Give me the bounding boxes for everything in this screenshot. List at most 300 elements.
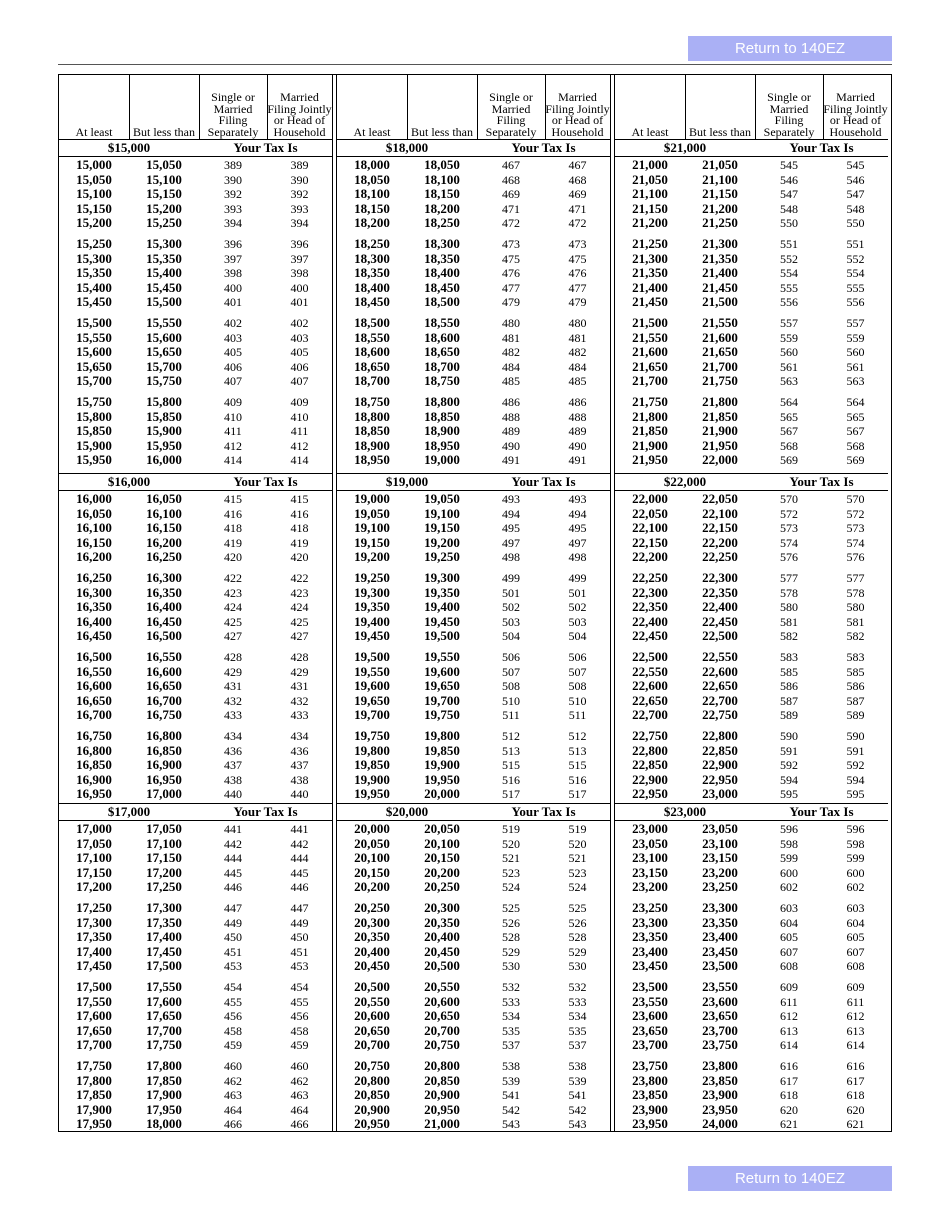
table-row <box>615 1059 888 1073</box>
at-least-cell: 20,550 <box>354 993 390 1009</box>
but-less-than-cell: 19,900 <box>424 757 460 773</box>
but-less-than-cell: 16,200 <box>146 534 182 550</box>
at-least-cell: 17,500 <box>76 979 112 994</box>
but-less-than-cell: 23,000 <box>702 786 738 802</box>
single-tax-cell: 586 <box>780 679 798 694</box>
but-less-than-cell: 22,650 <box>702 678 738 694</box>
table-row <box>59 395 332 409</box>
but-less-than-cell: 17,500 <box>146 958 182 974</box>
at-least-cell: 21,050 <box>632 171 668 187</box>
table-row <box>615 1088 888 1102</box>
joint-tax-cell: 493 <box>568 492 587 506</box>
table-row <box>337 281 610 295</box>
at-least-cell: 21,600 <box>632 344 668 360</box>
at-least-cell: 15,200 <box>76 215 112 231</box>
table-row <box>337 216 610 230</box>
table-row <box>337 374 610 388</box>
joint-tax-cell: 605 <box>846 930 865 945</box>
joint-tax-cell: 557 <box>846 316 865 330</box>
at-least-cell: 17,400 <box>76 943 112 959</box>
at-least-cell: 21,750 <box>632 394 668 409</box>
at-least-cell: 15,750 <box>76 394 112 409</box>
at-least-cell: 18,150 <box>354 200 390 216</box>
joint-tax-cell: 581 <box>846 614 865 629</box>
at-least-cell: 15,300 <box>76 250 112 266</box>
table-row <box>59 729 332 743</box>
joint-tax-cell: 389 <box>290 158 309 172</box>
but-less-than-cell: 22,550 <box>702 649 738 664</box>
single-tax-cell: 573 <box>780 521 798 536</box>
table-row <box>337 1074 610 1088</box>
at-least-cell: 19,050 <box>354 505 390 521</box>
single-tax-cell: 418 <box>224 521 242 536</box>
table-row <box>615 758 888 772</box>
table-row <box>59 880 332 894</box>
header-column-divider <box>129 75 130 139</box>
table-row <box>59 650 332 664</box>
single-tax-cell: 529 <box>502 944 520 959</box>
at-least-cell: 19,100 <box>354 520 390 536</box>
but-less-than-cell: 16,900 <box>146 757 182 773</box>
table-row <box>59 1074 332 1088</box>
at-least-cell: 18,050 <box>354 171 390 187</box>
joint-tax-cell: 482 <box>568 345 587 360</box>
but-less-than-cell: 22,300 <box>702 570 738 585</box>
table-row <box>337 521 610 535</box>
but-less-than-cell: 20,400 <box>424 929 460 945</box>
return-to-140ez-button-bottom[interactable]: Return to 140EZ <box>688 1166 892 1191</box>
single-tax-cell: 434 <box>224 729 242 743</box>
at-least-cell: 17,850 <box>76 1087 112 1103</box>
but-less-than-cell: 21,650 <box>702 344 738 360</box>
table-row <box>337 316 610 330</box>
table-row <box>59 1088 332 1102</box>
joint-tax-cell: 480 <box>568 316 587 330</box>
table-row <box>59 665 332 679</box>
joint-tax-cell: 578 <box>846 585 865 600</box>
but-less-than-cell: 15,750 <box>146 373 182 389</box>
table-row <box>59 410 332 424</box>
at-least-cell: 20,500 <box>354 979 390 994</box>
but-less-than-cell: 15,500 <box>146 294 182 310</box>
at-least-cell: 16,200 <box>76 549 112 565</box>
single-tax-cell: 613 <box>780 1023 798 1038</box>
at-least-cell: 15,250 <box>76 236 112 251</box>
single-tax-cell: 556 <box>780 295 798 310</box>
single-tax-cell: 449 <box>224 915 242 930</box>
joint-tax-cell: 481 <box>568 330 587 345</box>
single-tax-cell: 537 <box>502 1038 520 1053</box>
joint-tax-cell: 393 <box>290 201 309 216</box>
header-column-divider <box>545 75 546 139</box>
at-least-cell: 16,300 <box>76 584 112 600</box>
but-less-than-cell: 19,050 <box>424 491 460 506</box>
but-less-than-cell: 15,300 <box>146 236 182 251</box>
table-row <box>337 202 610 216</box>
single-tax-cell: 498 <box>502 550 520 565</box>
joint-tax-cell: 454 <box>290 980 309 994</box>
but-less-than-cell: 21,250 <box>702 215 738 231</box>
table-row <box>59 453 332 467</box>
at-least-cell: 19,450 <box>354 628 390 644</box>
but-less-than-cell: 17,850 <box>146 1072 182 1088</box>
but-less-than-cell: 22,250 <box>702 549 738 565</box>
table-row <box>337 837 610 851</box>
joint-tax-cell: 411 <box>290 424 309 439</box>
joint-tax-cell: 607 <box>846 944 865 959</box>
at-least-cell: 20,850 <box>354 1087 390 1103</box>
table-row <box>337 492 610 506</box>
table-row <box>59 295 332 309</box>
but-less-than-cell: 17,350 <box>146 914 182 930</box>
single-tax-cell: 548 <box>780 201 798 216</box>
joint-tax-cell: 467 <box>568 158 587 172</box>
but-less-than-cell: 17,400 <box>146 929 182 945</box>
at-least-cell: 20,750 <box>354 1058 390 1073</box>
at-least-cell: 20,650 <box>354 1022 390 1038</box>
table-row <box>615 158 888 172</box>
table-row <box>615 916 888 930</box>
single-tax-cell: 503 <box>502 614 520 629</box>
joint-tax-cell: 441 <box>290 822 309 836</box>
at-least-cell: 15,050 <box>76 171 112 187</box>
single-tax-cell: 428 <box>224 650 242 664</box>
single-tax-cell: 401 <box>224 295 242 310</box>
joint-tax-cell: 446 <box>290 880 309 895</box>
table-row <box>615 959 888 973</box>
single-tax-cell: 420 <box>224 550 242 565</box>
joint-tax-cell: 603 <box>846 901 865 915</box>
but-less-than-cell: 21,400 <box>702 265 738 281</box>
but-less-than-cell: 22,050 <box>702 491 738 506</box>
at-least-cell: 17,750 <box>76 1058 112 1073</box>
single-tax-cell: 598 <box>780 836 798 851</box>
but-less-than-cell: 21,850 <box>702 408 738 424</box>
at-least-cell: 23,250 <box>632 900 668 915</box>
table-row <box>615 708 888 722</box>
at-least-cell: 20,700 <box>354 1037 390 1053</box>
at-least-cell: 22,250 <box>632 570 668 585</box>
at-least-cell: 16,900 <box>76 771 112 787</box>
table-row <box>615 439 888 453</box>
table-row <box>59 980 332 994</box>
at-least-cell: 21,800 <box>632 408 668 424</box>
single-tax-cell: 554 <box>780 266 798 281</box>
but-less-than-cell: 19,450 <box>424 613 460 629</box>
table-row <box>59 507 332 521</box>
single-tax-cell: 472 <box>502 216 520 231</box>
but-less-than-cell: 23,450 <box>702 943 738 959</box>
single-tax-cell: 557 <box>780 316 798 330</box>
single-tax-cell: 423 <box>224 585 242 600</box>
but-less-than-cell: 21,450 <box>702 279 738 295</box>
single-tax-cell: 459 <box>224 1038 242 1053</box>
joint-tax-cell: 497 <box>568 535 587 550</box>
joint-tax-cell: 583 <box>846 650 865 664</box>
joint-tax-cell: 590 <box>846 729 865 743</box>
but-less-than-cell: 20,750 <box>424 1037 460 1053</box>
single-tax-cell: 422 <box>224 571 242 585</box>
joint-tax-cell: 512 <box>568 729 587 743</box>
joint-tax-cell: 447 <box>290 901 309 915</box>
single-tax-cell: 415 <box>224 492 242 506</box>
table-row <box>59 216 332 230</box>
at-least-cell: 17,050 <box>76 835 112 851</box>
table-row <box>615 1103 888 1117</box>
but-less-than-cell: 15,350 <box>146 250 182 266</box>
joint-tax-cell: 542 <box>568 1102 587 1117</box>
joint-tax-cell: 618 <box>846 1088 865 1103</box>
header-single-or-mfs: Single or Married Filing Separately <box>485 90 537 139</box>
your-tax-is-label: Your Tax Is <box>233 804 298 819</box>
but-less-than-cell: 23,650 <box>702 1008 738 1024</box>
joint-tax-cell: 416 <box>290 506 309 521</box>
joint-tax-cell: 616 <box>846 1059 865 1073</box>
joint-tax-cell: 398 <box>290 266 309 281</box>
joint-tax-cell: 402 <box>290 316 309 330</box>
table-row <box>59 158 332 172</box>
at-least-cell: 20,600 <box>354 1008 390 1024</box>
joint-tax-cell: 400 <box>290 280 309 295</box>
single-tax-cell: 526 <box>502 915 520 930</box>
joint-tax-cell: 538 <box>568 1059 587 1073</box>
single-tax-cell: 561 <box>780 359 798 374</box>
at-least-cell: 20,150 <box>354 864 390 880</box>
table-row <box>615 360 888 374</box>
single-tax-cell: 462 <box>224 1073 242 1088</box>
single-tax-cell: 546 <box>780 172 798 187</box>
table-row <box>337 708 610 722</box>
table-row <box>615 866 888 880</box>
at-least-cell: 22,700 <box>632 707 668 723</box>
at-least-cell: 20,800 <box>354 1072 390 1088</box>
joint-tax-cell: 433 <box>290 708 309 723</box>
joint-tax-cell: 595 <box>846 787 865 802</box>
joint-tax-cell: 453 <box>290 959 309 974</box>
but-less-than-cell: 23,700 <box>702 1022 738 1038</box>
single-tax-cell: 516 <box>502 772 520 787</box>
but-less-than-cell: 20,600 <box>424 993 460 1009</box>
table-row <box>615 173 888 187</box>
header-at-least: At least <box>75 124 113 139</box>
joint-tax-cell: 548 <box>846 201 865 216</box>
at-least-cell: 19,750 <box>354 728 390 743</box>
table-row <box>59 345 332 359</box>
at-least-cell: 16,650 <box>76 692 112 708</box>
table-row <box>615 202 888 216</box>
joint-tax-cell: 524 <box>568 880 587 895</box>
joint-tax-cell: 567 <box>846 424 865 439</box>
at-least-cell: 23,300 <box>632 914 668 930</box>
joint-tax-cell: 455 <box>290 994 309 1009</box>
table-row <box>337 266 610 280</box>
at-least-cell: 15,350 <box>76 265 112 281</box>
at-least-cell: 16,050 <box>76 505 112 521</box>
but-less-than-cell: 23,600 <box>702 993 738 1009</box>
but-less-than-cell: 15,450 <box>146 279 182 295</box>
at-least-cell: 18,400 <box>354 279 390 295</box>
return-to-140ez-button-top[interactable]: Return to 140EZ <box>688 36 892 61</box>
at-least-cell: 16,100 <box>76 520 112 536</box>
table-row <box>59 822 332 836</box>
single-tax-cell: 602 <box>780 880 798 895</box>
joint-tax-cell: 591 <box>846 743 865 758</box>
joint-tax-cell: 592 <box>846 758 865 773</box>
joint-tax-cell: 403 <box>290 330 309 345</box>
at-least-cell: 19,350 <box>354 599 390 615</box>
single-tax-cell: 513 <box>502 743 520 758</box>
section-amount: $19,000 <box>385 474 429 489</box>
single-tax-cell: 524 <box>502 880 520 895</box>
single-tax-cell: 616 <box>780 1059 798 1073</box>
table-row <box>615 374 888 388</box>
at-least-cell: 17,450 <box>76 958 112 974</box>
single-tax-cell: 412 <box>224 438 242 453</box>
joint-tax-cell: 407 <box>290 374 309 389</box>
header-column-divider <box>267 75 268 139</box>
at-least-cell: 17,200 <box>76 879 112 895</box>
but-less-than-cell: 18,700 <box>424 358 460 374</box>
table-row <box>337 550 610 564</box>
but-less-than-cell: 17,750 <box>146 1037 182 1053</box>
single-tax-cell: 494 <box>502 506 520 521</box>
but-less-than-cell: 16,150 <box>146 520 182 536</box>
but-less-than-cell: 20,300 <box>424 900 460 915</box>
single-tax-cell: 438 <box>224 772 242 787</box>
single-tax-cell: 502 <box>502 600 520 615</box>
at-least-cell: 20,050 <box>354 835 390 851</box>
single-tax-cell: 535 <box>502 1023 520 1038</box>
joint-tax-cell: 613 <box>846 1023 865 1038</box>
but-less-than-cell: 18,850 <box>424 408 460 424</box>
single-tax-cell: 484 <box>502 359 520 374</box>
joint-tax-cell: 419 <box>290 535 309 550</box>
but-less-than-cell: 19,250 <box>424 549 460 565</box>
single-tax-cell: 555 <box>780 280 798 295</box>
single-tax-cell: 520 <box>502 836 520 851</box>
but-less-than-cell: 17,150 <box>146 850 182 866</box>
table-row <box>337 187 610 201</box>
joint-tax-cell: 390 <box>290 172 309 187</box>
but-less-than-cell: 24,000 <box>702 1116 738 1132</box>
joint-tax-cell: 422 <box>290 571 309 585</box>
but-less-than-cell: 19,300 <box>424 570 460 585</box>
single-tax-cell: 424 <box>224 600 242 615</box>
at-least-cell: 19,400 <box>354 613 390 629</box>
but-less-than-cell: 18,450 <box>424 279 460 295</box>
single-tax-cell: 567 <box>780 424 798 439</box>
but-less-than-cell: 20,000 <box>424 786 460 802</box>
joint-tax-cell: 451 <box>290 944 309 959</box>
joint-tax-cell: 589 <box>846 708 865 723</box>
but-less-than-cell: 22,450 <box>702 613 738 629</box>
but-less-than-cell: 18,750 <box>424 373 460 389</box>
single-tax-cell: 482 <box>502 345 520 360</box>
but-less-than-cell: 23,850 <box>702 1072 738 1088</box>
at-least-cell: 15,950 <box>76 452 112 468</box>
table-row <box>59 281 332 295</box>
but-less-than-cell: 22,750 <box>702 707 738 723</box>
at-least-cell: 19,500 <box>354 649 390 664</box>
joint-tax-cell: 394 <box>290 216 309 231</box>
single-tax-cell: 517 <box>502 787 520 802</box>
but-less-than-cell: 20,450 <box>424 943 460 959</box>
table-row <box>59 851 332 865</box>
header-column-divider <box>407 75 408 139</box>
joint-tax-cell: 437 <box>290 758 309 773</box>
joint-tax-cell: 428 <box>290 650 309 664</box>
at-least-cell: 15,100 <box>76 186 112 202</box>
table-row <box>337 930 610 944</box>
table-row <box>337 453 610 467</box>
but-less-than-cell: 23,750 <box>702 1037 738 1053</box>
at-least-cell: 20,100 <box>354 850 390 866</box>
single-tax-cell: 511 <box>502 708 520 723</box>
at-least-cell: 19,150 <box>354 534 390 550</box>
at-least-cell: 15,800 <box>76 408 112 424</box>
joint-tax-cell: 541 <box>568 1088 587 1103</box>
joint-tax-cell: 495 <box>568 521 587 536</box>
but-less-than-cell: 20,800 <box>424 1058 460 1073</box>
at-least-cell: 18,450 <box>354 294 390 310</box>
but-less-than-cell: 20,200 <box>424 864 460 880</box>
section-amount: $23,000 <box>663 804 707 819</box>
single-tax-cell: 504 <box>502 629 520 644</box>
header-single-or-mfs: Single or Married Filing Separately <box>763 90 815 139</box>
single-tax-cell: 528 <box>502 930 520 945</box>
but-less-than-cell: 16,400 <box>146 599 182 615</box>
at-least-cell: 18,700 <box>354 373 390 389</box>
single-tax-cell: 491 <box>502 453 520 468</box>
at-least-cell: 22,300 <box>632 584 668 600</box>
top-rule <box>58 64 892 65</box>
single-tax-cell: 410 <box>224 409 242 424</box>
but-less-than-cell: 17,300 <box>146 900 182 915</box>
joint-tax-cell: 504 <box>568 629 587 644</box>
table-row <box>615 744 888 758</box>
table-row <box>337 1088 610 1102</box>
but-less-than-cell: 18,250 <box>424 215 460 231</box>
table-row <box>337 945 610 959</box>
single-tax-cell: 506 <box>502 650 520 664</box>
at-least-cell: 20,900 <box>354 1101 390 1117</box>
single-tax-cell: 525 <box>502 901 520 915</box>
but-less-than-cell: 20,150 <box>424 850 460 866</box>
single-tax-cell: 541 <box>502 1088 520 1103</box>
single-tax-cell: 479 <box>502 295 520 310</box>
joint-tax-cell: 523 <box>568 865 587 880</box>
single-tax-cell: 405 <box>224 345 242 360</box>
joint-tax-cell: 565 <box>846 409 865 424</box>
but-less-than-cell: 21,550 <box>702 315 738 330</box>
joint-tax-cell: 503 <box>568 614 587 629</box>
but-less-than-cell: 22,850 <box>702 742 738 758</box>
single-tax-cell: 543 <box>502 1117 520 1132</box>
at-least-cell: 19,800 <box>354 742 390 758</box>
table-row <box>59 837 332 851</box>
table-row <box>59 694 332 708</box>
table-row <box>615 694 888 708</box>
at-least-cell: 22,050 <box>632 505 668 521</box>
single-tax-cell: 475 <box>502 251 520 266</box>
joint-tax-cell: 434 <box>290 729 309 743</box>
single-tax-cell: 419 <box>224 535 242 550</box>
joint-tax-cell: 427 <box>290 629 309 644</box>
table-row <box>59 252 332 266</box>
at-least-cell: 21,350 <box>632 265 668 281</box>
joint-tax-cell: 573 <box>846 521 865 536</box>
at-least-cell: 21,450 <box>632 294 668 310</box>
